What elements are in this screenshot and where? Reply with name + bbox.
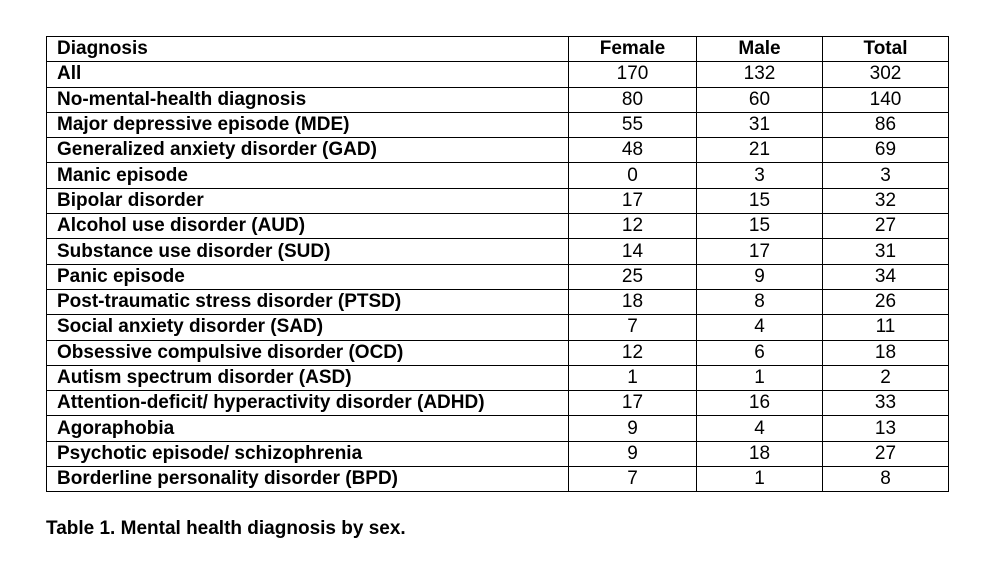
table-row [47, 112, 949, 137]
table-row [47, 188, 949, 213]
female-count-cell: 12 [569, 214, 697, 239]
table-row [47, 62, 949, 87]
table-row [47, 391, 949, 416]
female-count-cell: 1 [569, 365, 697, 390]
total-count-cell: 69 [823, 138, 949, 163]
total-count-cell: 86 [823, 112, 949, 137]
total-count-cell: 27 [823, 441, 949, 466]
total-count-cell: 3 [823, 163, 949, 188]
male-count-cell: 15 [697, 214, 823, 239]
diagnosis-cell: Generalized anxiety disorder (GAD) [47, 138, 569, 163]
total-count-cell: 18 [823, 340, 949, 365]
table-row [47, 163, 949, 188]
table-body [47, 62, 949, 492]
table-row [47, 289, 949, 314]
male-count-cell: 21 [697, 138, 823, 163]
diagnosis-table [46, 36, 949, 492]
total-count-cell: 302 [823, 62, 949, 87]
male-count-cell: 4 [697, 315, 823, 340]
diagnosis-cell: Substance use disorder (SUD) [47, 239, 569, 264]
female-count-cell: 9 [569, 416, 697, 441]
diagnosis-cell: Bipolar disorder [47, 188, 569, 213]
diagnosis-cell: Manic episode [47, 163, 569, 188]
header-female: Female [569, 37, 697, 62]
male-count-cell: 1 [697, 467, 823, 492]
table-row [47, 365, 949, 390]
female-count-cell: 12 [569, 340, 697, 365]
diagnosis-cell: Post-traumatic stress disorder (PTSD) [47, 289, 569, 314]
female-count-cell: 0 [569, 163, 697, 188]
table-row [47, 87, 949, 112]
male-count-cell: 6 [697, 340, 823, 365]
table-row [47, 441, 949, 466]
female-count-cell: 9 [569, 441, 697, 466]
diagnosis-cell: Major depressive episode (MDE) [47, 112, 569, 137]
female-count-cell: 17 [569, 188, 697, 213]
total-count-cell: 11 [823, 315, 949, 340]
diagnosis-cell: Borderline personality disorder (BPD) [47, 467, 569, 492]
header-male: Male [697, 37, 823, 62]
total-count-cell: 33 [823, 391, 949, 416]
total-count-cell: 13 [823, 416, 949, 441]
female-count-cell: 170 [569, 62, 697, 87]
total-count-cell: 34 [823, 264, 949, 289]
total-count-cell: 26 [823, 289, 949, 314]
male-count-cell: 3 [697, 163, 823, 188]
diagnosis-cell: All [47, 62, 569, 87]
header-total: Total [823, 37, 949, 62]
table-row [47, 138, 949, 163]
total-count-cell: 140 [823, 87, 949, 112]
female-count-cell: 14 [569, 239, 697, 264]
total-count-cell: 27 [823, 214, 949, 239]
table-row [47, 315, 949, 340]
male-count-cell: 4 [697, 416, 823, 441]
male-count-cell: 9 [697, 264, 823, 289]
female-count-cell: 80 [569, 87, 697, 112]
table-row [47, 340, 949, 365]
male-count-cell: 18 [697, 441, 823, 466]
table-row [47, 416, 949, 441]
male-count-cell: 132 [697, 62, 823, 87]
diagnosis-cell: Agoraphobia [47, 416, 569, 441]
diagnosis-cell: No-mental-health diagnosis [47, 87, 569, 112]
male-count-cell: 31 [697, 112, 823, 137]
diagnosis-cell: Panic episode [47, 264, 569, 289]
female-count-cell: 7 [569, 467, 697, 492]
total-count-cell: 2 [823, 365, 949, 390]
male-count-cell: 60 [697, 87, 823, 112]
total-count-cell: 31 [823, 239, 949, 264]
header-diagnosis: Diagnosis [47, 37, 569, 62]
table-row [47, 264, 949, 289]
female-count-cell: 55 [569, 112, 697, 137]
female-count-cell: 7 [569, 315, 697, 340]
table-caption: Table 1. Mental health diagnosis by sex. [46, 518, 406, 539]
male-count-cell: 15 [697, 188, 823, 213]
diagnosis-cell: Attention-deficit/ hyperactivity disorder (ADHD) [47, 391, 569, 416]
table-header-row [47, 37, 949, 62]
table-row [47, 214, 949, 239]
female-count-cell: 48 [569, 138, 697, 163]
female-count-cell: 18 [569, 289, 697, 314]
diagnosis-cell: Autism spectrum disorder (ASD) [47, 365, 569, 390]
male-count-cell: 17 [697, 239, 823, 264]
diagnosis-cell: Alcohol use disorder (AUD) [47, 214, 569, 239]
male-count-cell: 16 [697, 391, 823, 416]
female-count-cell: 17 [569, 391, 697, 416]
diagnosis-cell: Social anxiety disorder (SAD) [47, 315, 569, 340]
male-count-cell: 8 [697, 289, 823, 314]
diagnosis-cell: Psychotic episode/ schizophrenia [47, 441, 569, 466]
total-count-cell: 8 [823, 467, 949, 492]
total-count-cell: 32 [823, 188, 949, 213]
table-row [47, 467, 949, 492]
diagnosis-table-container [46, 36, 949, 492]
male-count-cell: 1 [697, 365, 823, 390]
diagnosis-cell: Obsessive compulsive disorder (OCD) [47, 340, 569, 365]
table-row [47, 239, 949, 264]
female-count-cell: 25 [569, 264, 697, 289]
